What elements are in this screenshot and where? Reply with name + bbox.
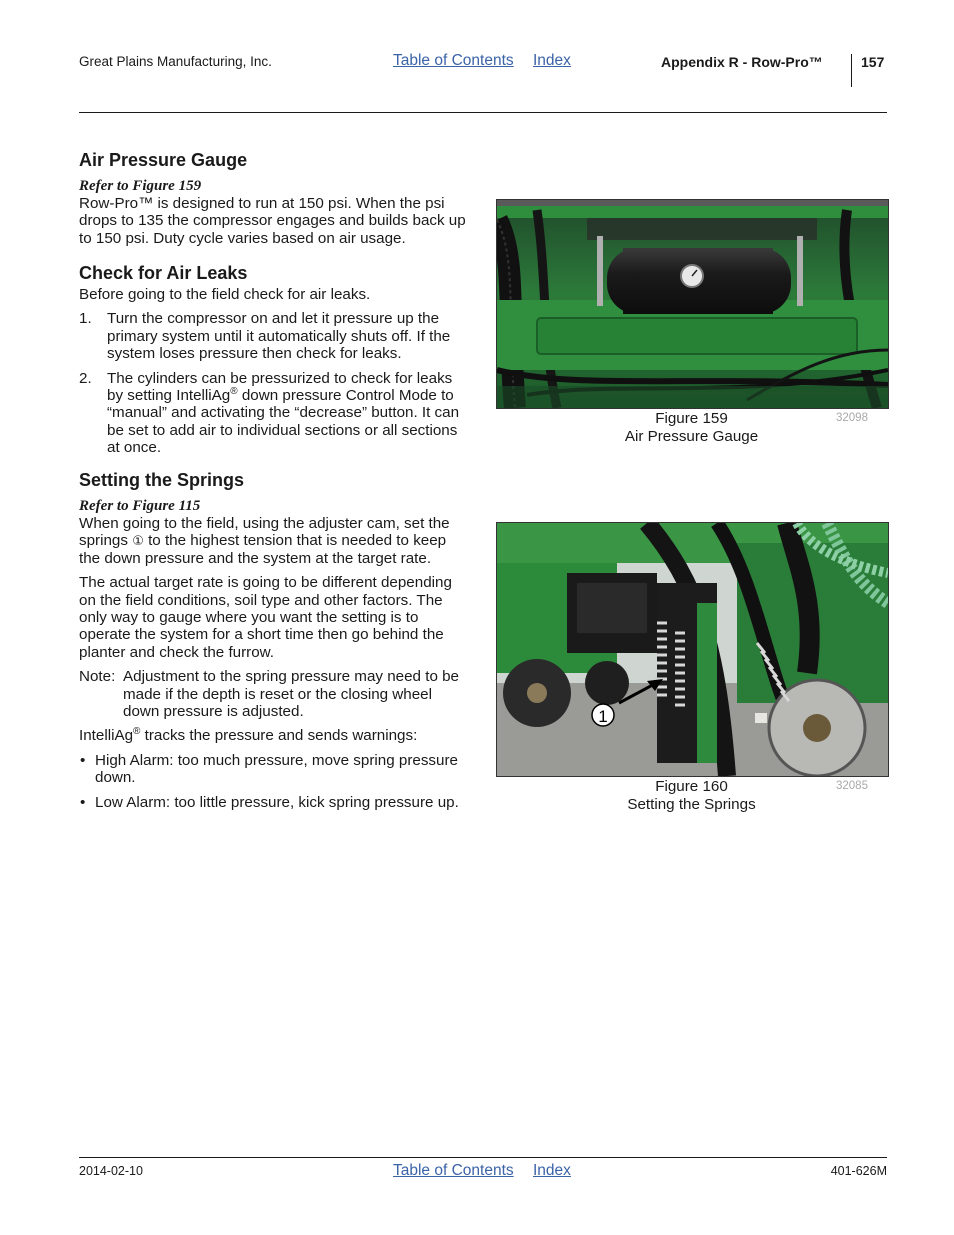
- bullet-low-alarm-text: Low Alarm: too little pressure, kick spring pressure up.: [95, 793, 459, 811]
- bullet-high-alarm: [79, 752, 471, 787]
- paragraph-air-gauge: Row-Pro™ is designed to run at 150 psi. When the psi drops to 135 the compressor engages and builds back up to 150 psi. Duty cycle varies based on air usage.: [79, 195, 466, 247]
- header-toc-link[interactable]: Table of Contents: [393, 52, 514, 69]
- figure-159-title: Air Pressure Gauge: [624, 427, 759, 445]
- list-item-step-1: [79, 310, 471, 362]
- heading-setting-springs: Setting the Springs: [79, 470, 245, 490]
- springs-p3-b: tracks the pressure and sends warnings:: [140, 727, 418, 745]
- section-air-pressure-gauge: [79, 149, 471, 247]
- paragraph-springs-3: [79, 727, 471, 744]
- header-index-link[interactable]: Index: [533, 52, 571, 69]
- paragraph-springs-1: [79, 515, 471, 567]
- page-number: 157: [861, 54, 885, 70]
- footer-date: 2014-02-10: [79, 1164, 143, 1178]
- note-block: [79, 668, 471, 720]
- footer-rule: [79, 1157, 887, 1158]
- company-name: Great Plains Manufacturing, Inc.: [79, 54, 272, 69]
- step-2-text-a: The cylinders can be pressurized to check for leaks by setting IntelliAg: [107, 369, 453, 405]
- figure-160-caption: [496, 778, 887, 813]
- callout-1-symbol: ①: [132, 533, 144, 549]
- step-2-number: 2.: [79, 369, 92, 387]
- registered-mark: ®: [230, 385, 238, 397]
- springs-p1-b: to the highest tension that is needed to keep the down pressure and the system at the target rate.: [79, 532, 447, 567]
- ref-figure-159: Refer to Figure 159: [79, 178, 202, 194]
- figure-159-photo: [496, 199, 889, 409]
- section-setting-springs: [79, 469, 471, 811]
- section-check-air-leaks: [79, 262, 471, 457]
- figure-160-photo: [496, 522, 889, 777]
- springs-p1-a: When going to the field, using the adjuster cam, set the springs: [79, 515, 450, 550]
- air-tank-photo-illustration: [497, 200, 888, 408]
- step-1-text: Turn the compressor on and let it pressure up the primary system until it automatically shuts off. If the system loses pressure then check for leaks.: [107, 310, 451, 363]
- figure-160-title: Setting the Springs: [627, 795, 756, 813]
- paragraph-springs-2: The actual target rate is going to be different depending on the field conditions, soil type and other factors. The only way to gauge where you want the setting is to operate the system for a short time then go behind the planter and check the furrow.: [79, 574, 452, 661]
- note-text: Adjustment to the spring pressure may need to be made if the depth is reset or the closing wheel down pressure is adjusted.: [123, 668, 460, 721]
- heading-check-air-leaks: Check for Air Leaks: [79, 263, 248, 283]
- heading-air-pressure-gauge: Air Pressure Gauge: [79, 150, 248, 170]
- header-rule: [79, 112, 887, 113]
- footer-toc-link[interactable]: Table of Contents: [393, 1162, 514, 1179]
- footer-doc-number: 401-626M: [830, 1164, 887, 1178]
- figure-159-id: 32098: [836, 412, 868, 424]
- bullet-high-alarm-text: High Alarm: too much pressure, move spring pressure down.: [95, 751, 458, 787]
- footer-index-link[interactable]: Index: [533, 1162, 571, 1179]
- bullet-dot: •: [80, 793, 86, 811]
- paragraph-air-leaks-intro: Before going to the field check for air leaks.: [79, 286, 371, 303]
- section-title: Appendix R - Row-Pro™: [661, 54, 823, 70]
- note-label: Note:: [79, 668, 116, 686]
- bullet-low-alarm: [79, 794, 471, 811]
- springs-photo-illustration: [497, 523, 888, 776]
- callout-1-label: 1: [598, 707, 608, 726]
- step-1-number: 1.: [79, 310, 92, 328]
- list-item-step-2: [79, 370, 471, 457]
- figure-159-caption: [496, 410, 887, 445]
- figure-160-id: 32085: [836, 780, 868, 792]
- step-2-text-b: down pressure Control Mode to “manual” and activating the “decrease” button. It can be set to add air to individual sections or all sections at once.: [107, 387, 460, 457]
- figure-160-number: Figure 160: [655, 778, 728, 795]
- ref-figure-115: Refer to Figure 115: [79, 498, 201, 514]
- bullet-dot: •: [80, 751, 86, 769]
- figure-159-number: Figure 159: [655, 410, 728, 427]
- springs-p3-a: IntelliAg: [79, 727, 134, 745]
- header-divider: [851, 54, 852, 87]
- registered-mark-2: ®: [133, 726, 141, 738]
